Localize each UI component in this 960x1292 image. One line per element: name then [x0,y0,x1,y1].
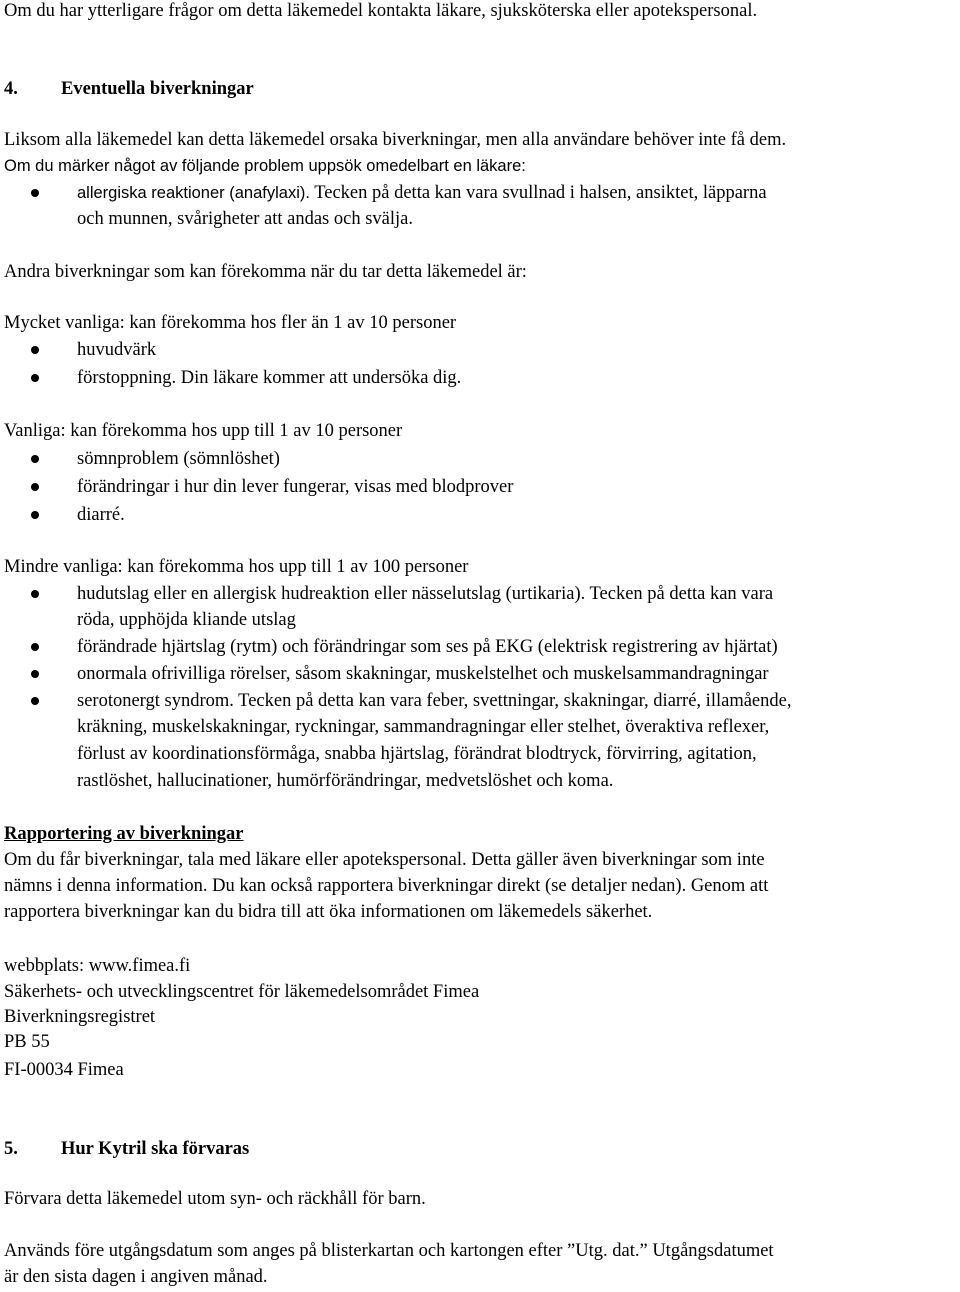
anaphylaxis-label: allergiska reaktioner (anafylaxi). [77,184,310,202]
section-5-title: Hur Kytril ska förvaras [61,1139,250,1159]
very-common-item: förstoppning. Din läkare kommer att undersöka dig. [77,368,462,388]
reporting-address-line: FI-00034 Fimea [4,1060,124,1080]
serious-item-anaphylaxis-cont: och munnen, svårigheter att andas och svälja. [77,209,413,229]
intro-paragraph: Om du har ytterligare frågor om detta läkemedel kontakta läkare, sjuksköterska eller apotekspersonal. [4,1,758,21]
bullet-icon [31,590,39,598]
expiry-paragraph-cont: är den sista dagen i angiven månad. [4,1267,268,1287]
uncommon-item-cont: rastlöshet, hallucinationer, humörförändringar, medvetslöshet och koma. [77,771,614,791]
uncommon-heading: Mindre vanliga: kan förekomma hos upp till 1 av 100 personer [4,557,469,577]
reporting-text: rapportera biverkningar kan du bidra till att öka informationen om läkemedels säkerhet. [4,902,653,922]
bullet-icon [31,643,39,651]
uncommon-item: onormala ofrivilliga rörelser, såsom skakningar, muskelstelhet och muskelsammandragningar [77,664,769,684]
reporting-address-line: PB 55 [4,1032,50,1052]
reporting-website: webbplats: www.fimea.fi [4,956,191,976]
section-4-number: 4. [4,79,18,99]
uncommon-item-cont: röda, upphöjda kliande utslag [77,610,296,630]
common-item: diarré. [77,505,125,525]
section-5-number: 5. [4,1139,18,1159]
other-side-effects-intro: Andra biverkningar som kan förekomma när du tar detta läkemedel är: [4,262,527,282]
uncommon-item: hudutslag eller en allergisk hudreaktion eller nässelutslag (urtikaria). Tecken på detta kan vara [77,584,774,604]
serious-item-anaphylaxis [77,180,767,206]
section-4-title: Eventuella biverkningar [61,79,254,99]
bullet-icon [31,670,39,678]
very-common-item: huvudvärk [77,340,157,360]
expiry-paragraph: Används före utgångsdatum som anges på blisterkartan och kartongen efter ”Utg. dat.” Utgångsdatumet [4,1241,774,1261]
side-effects-general-paragraph: Liksom alla läkemedel kan detta läkemedel orsaka biverkningar, men alla användare behöver inte få dem. [4,130,787,150]
reporting-text: Om du får biverkningar, tala med läkare eller apotekspersonal. Detta gäller även biverkningar som inte [4,850,765,870]
bullet-icon [31,483,39,491]
uncommon-item: förändrade hjärtslag (rytm) och förändringar som ses på EKG (elektrisk registrering av hjärtat) [77,637,778,657]
anaphylaxis-signs: Tecken på detta kan vara svullnad i halsen, ansiktet, läpparna [314,183,767,203]
storage-paragraph: Förvara detta läkemedel utom syn- och räckhåll för barn. [4,1189,426,1209]
bullet-icon [31,346,39,354]
bullet-icon [31,374,39,382]
reporting-address-line: Biverkningsregistret [4,1007,156,1027]
reporting-address-line: Säkerhets- och utvecklingscentret för läkemedelsområdet Fimea [4,982,480,1002]
bullet-icon [31,697,39,705]
bullet-icon [31,189,39,197]
uncommon-item-cont: kräkning, muskelskakningar, ryckningar, sammandragningar eller stelhet, överaktiva reflexer, [77,717,770,737]
reporting-title: Rapportering av biverkningar [4,824,244,844]
common-heading: Vanliga: kan förekomma hos upp till 1 av 10 personer [4,421,403,441]
seek-doctor-paragraph: Om du märker något av följande problem uppsök omedelbart en läkare: [4,157,526,175]
common-item: sömnproblem (sömnlöshet) [77,449,280,469]
common-item: förändringar i hur din lever fungerar, visas med blodprover [77,477,514,497]
bullet-icon [31,511,39,519]
uncommon-item-cont: förlust av koordinationsförmåga, snabba hjärtslag, förändrat blodtryck, förvirring, agitation, [77,744,757,764]
very-common-heading: Mycket vanliga: kan förekomma hos fler än 1 av 10 personer [4,313,457,333]
reporting-text: nämns i denna information. Du kan också rapportera biverkningar direkt (se detaljer nedan). Genom att [4,876,769,896]
bullet-icon [31,455,39,463]
uncommon-item: serotonergt syndrom. Tecken på detta kan vara feber, svettningar, skakningar, diarré, illamående, [77,691,792,711]
